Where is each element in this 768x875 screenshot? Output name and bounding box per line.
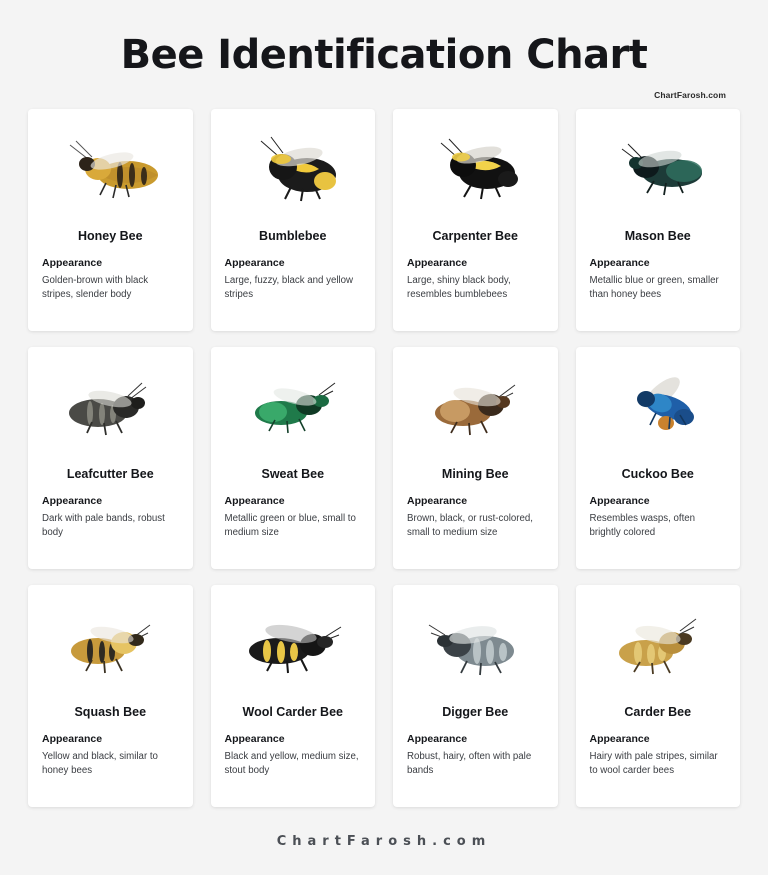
bee-name: Carpenter Bee xyxy=(432,229,518,243)
bee-card[interactable] xyxy=(211,585,376,807)
appearance-text: Yellow and black, similar to honey bees xyxy=(42,751,158,777)
appearance-text: Dark with pale bands, robust body xyxy=(42,513,165,539)
appearance-label: Appearance xyxy=(589,257,650,269)
bee-card[interactable] xyxy=(28,109,193,331)
bee-card[interactable] xyxy=(576,109,741,331)
honey-bee-photo xyxy=(50,131,170,209)
page-title: Bee Identification Chart xyxy=(120,32,648,78)
carpenter-bee-photo xyxy=(415,131,535,209)
bee-thumbnail xyxy=(576,109,741,221)
appearance-label: Appearance xyxy=(589,495,650,507)
footer-watermark: ChartFarosh.com xyxy=(276,834,492,849)
bee-thumbnail xyxy=(28,347,193,459)
bee-thumbnail xyxy=(576,585,741,697)
appearance-text: Large, fuzzy, black and yellow stripes xyxy=(224,275,354,301)
bee-card[interactable] xyxy=(211,109,376,331)
appearance-label: Appearance xyxy=(42,257,103,269)
mining-bee-photo xyxy=(415,369,535,447)
bee-name: Bumblebee xyxy=(259,229,327,243)
appearance-text: Brown, black, or rust-colored, small to medium size xyxy=(407,513,533,539)
bee-card[interactable] xyxy=(576,347,741,569)
bee-thumbnail xyxy=(28,109,193,221)
appearance-label: Appearance xyxy=(224,733,285,745)
appearance-text: Hairy with pale stripes, similar to wool carder bees xyxy=(589,751,718,777)
bee-name: Digger Bee xyxy=(442,705,509,719)
carder-bee-photo xyxy=(598,607,718,685)
sweat-bee-photo xyxy=(233,369,353,447)
appearance-label: Appearance xyxy=(224,257,285,269)
bee-name: Carder Bee xyxy=(624,705,692,719)
bee-card[interactable] xyxy=(28,347,193,569)
bee-thumbnail xyxy=(211,109,376,221)
bee-thumbnail xyxy=(393,585,558,697)
appearance-label: Appearance xyxy=(407,257,468,269)
cuckoo-bee-photo xyxy=(598,369,718,447)
bee-thumbnail xyxy=(28,585,193,697)
appearance-label: Appearance xyxy=(407,495,468,507)
bee-thumbnail xyxy=(576,347,741,459)
bee-card[interactable] xyxy=(211,347,376,569)
digger-bee-photo xyxy=(415,607,535,685)
bee-name: Leafcutter Bee xyxy=(66,467,154,481)
bee-thumbnail xyxy=(393,109,558,221)
bee-card[interactable] xyxy=(393,585,558,807)
bumblebee-photo xyxy=(233,131,353,209)
bee-thumbnail xyxy=(211,347,376,459)
bee-thumbnail xyxy=(211,585,376,697)
appearance-label: Appearance xyxy=(407,733,468,745)
bee-thumbnail xyxy=(393,347,558,459)
bee-card[interactable] xyxy=(576,585,741,807)
bee-card[interactable] xyxy=(393,347,558,569)
bee-name: Cuckoo Bee xyxy=(621,467,694,481)
appearance-label: Appearance xyxy=(42,495,103,507)
squash-bee-photo xyxy=(50,607,170,685)
appearance-text: Metallic green or blue, small to medium size xyxy=(224,513,356,539)
bee-name: Mining Bee xyxy=(441,467,509,481)
bee-name: Honey Bee xyxy=(77,229,143,243)
bee-name: Sweat Bee xyxy=(261,467,325,481)
mason-bee-photo xyxy=(598,131,718,209)
appearance-text: Black and yellow, medium size, stout body xyxy=(224,751,359,777)
appearance-label: Appearance xyxy=(42,733,103,745)
bee-card-grid xyxy=(28,109,740,807)
appearance-text: Large, shiny black body, resembles bumblebees xyxy=(407,275,511,301)
leafcutter-bee-photo xyxy=(50,369,170,447)
wool-carder-bee-photo xyxy=(233,607,353,685)
appearance-label: Appearance xyxy=(224,495,285,507)
bee-name: Squash Bee xyxy=(74,705,147,719)
appearance-label: Appearance xyxy=(589,733,650,745)
appearance-text: Resembles wasps, often brightly colored xyxy=(589,513,696,539)
appearance-text: Robust, hairy, often with pale bands xyxy=(407,751,532,777)
appearance-text: Golden-brown with black stripes, slender body xyxy=(42,275,149,301)
appearance-text: Metallic blue or green, smaller than honey bees xyxy=(589,275,719,301)
bee-name: Mason Bee xyxy=(624,229,691,243)
bee-name: Wool Carder Bee xyxy=(242,705,343,719)
credit-label: ChartFarosh.com xyxy=(654,90,726,100)
bee-card[interactable] xyxy=(28,585,193,807)
bee-card[interactable] xyxy=(393,109,558,331)
